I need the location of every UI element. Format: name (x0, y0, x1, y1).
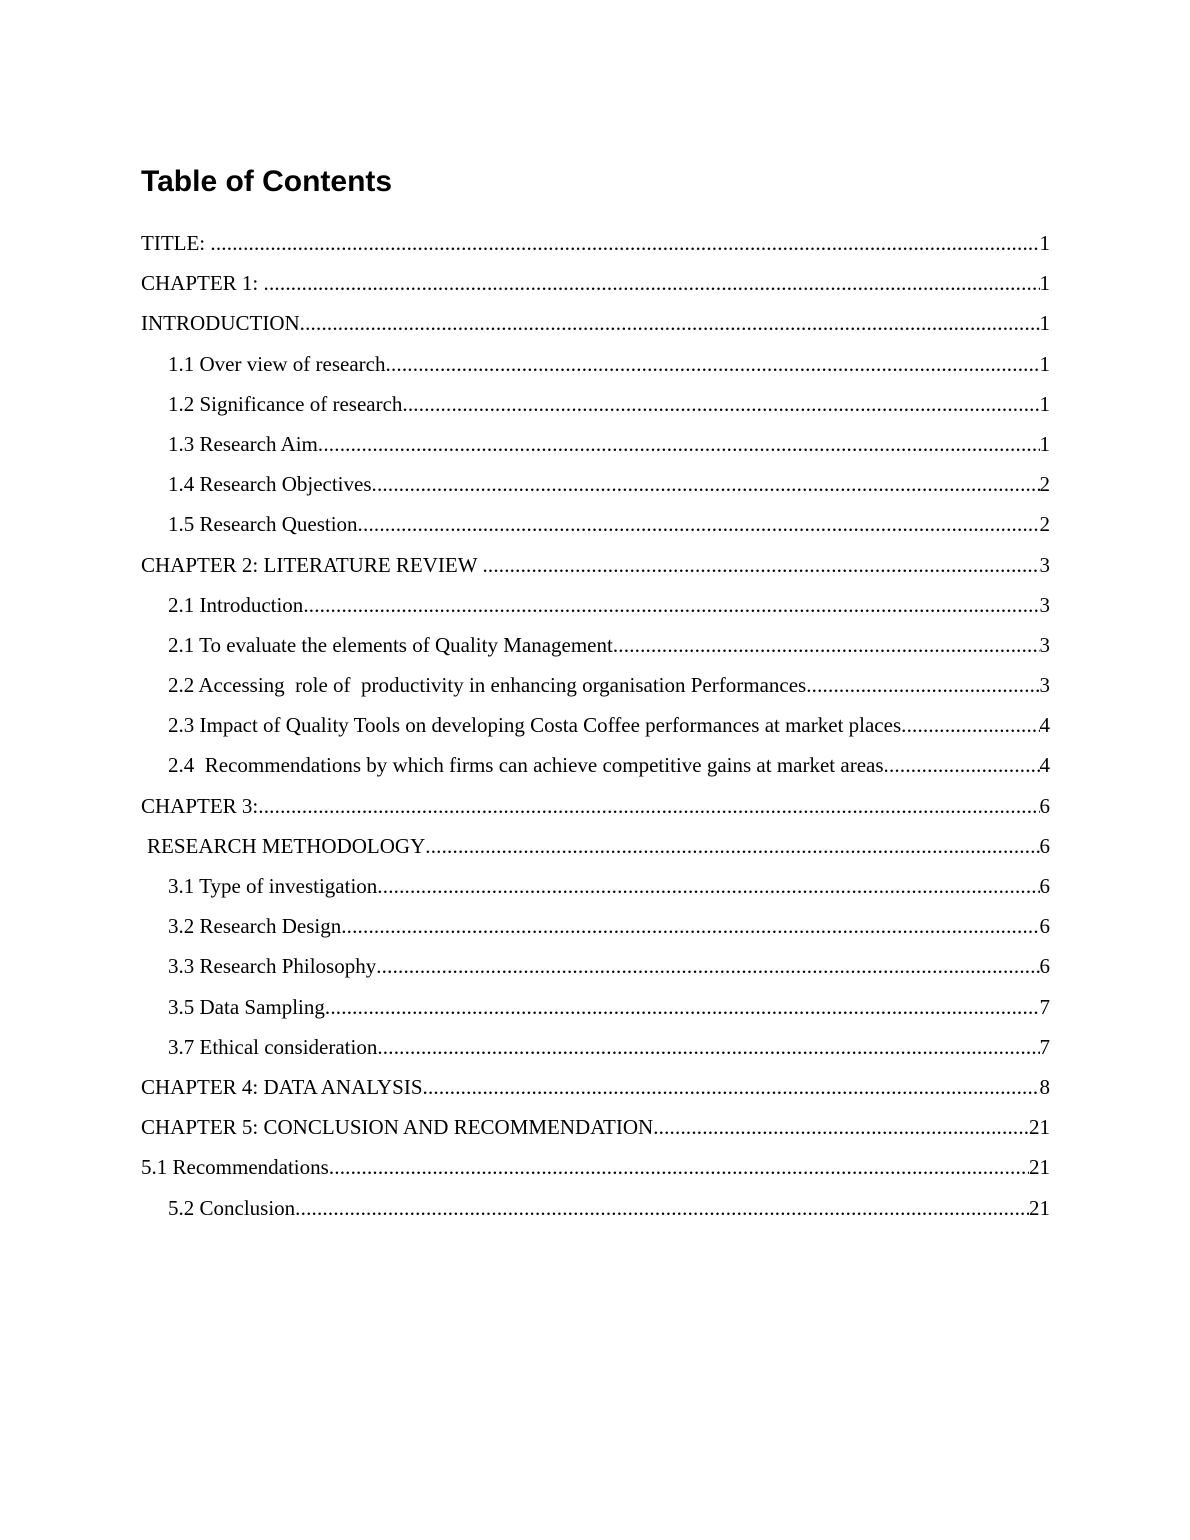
toc-entry[interactable] (141, 1067, 1050, 1107)
toc-entry-page-number: 4 (1039, 753, 1050, 778)
toc-entry[interactable] (141, 786, 1050, 826)
toc-entry-label: 5.1 Recommendations (141, 1155, 329, 1180)
dot-leader (377, 866, 1039, 906)
toc-entry-page-number: 3 (1039, 552, 1050, 577)
toc-entry-label: 1.4 Research Objectives (168, 472, 372, 497)
toc-entry-label: 2.1 Introduction (168, 592, 304, 617)
toc-entry-page-number: 6 (1039, 833, 1050, 858)
dot-leader (901, 705, 1039, 745)
toc-entry-page-number: 21 (1029, 1195, 1050, 1220)
toc-entry-label: CHAPTER 4: DATA ANALYSIS (141, 1074, 423, 1099)
toc-entry-label: 3.1 Type of investigation (168, 874, 378, 898)
toc-entry-page-number: 1 (1039, 351, 1050, 376)
toc-entry[interactable] (141, 585, 1050, 625)
dot-leader (358, 504, 1040, 544)
toc-entry[interactable] (141, 303, 1050, 343)
toc-entry[interactable] (141, 504, 1050, 544)
dot-leader (423, 1067, 1040, 1107)
toc-entry-page-number: 1 (1039, 311, 1050, 336)
toc-entry-page-number: 6 (1039, 874, 1050, 898)
toc-entry-label: 2.1 To evaluate the elements of Quality Management (168, 632, 613, 657)
toc-entry-label: 1.5 Research Question (168, 512, 358, 537)
toc-entry[interactable] (141, 263, 1050, 303)
toc-entry-page-number: 6 (1039, 914, 1050, 939)
toc-entry-label: TITLE: (141, 231, 211, 255)
toc-entry-label: RESEARCH METHODOLOGY (147, 833, 426, 858)
toc-entry-label: INTRODUCTION (141, 311, 300, 336)
toc-entry[interactable] (141, 344, 1050, 384)
toc-entry-page-number: 1 (1039, 231, 1050, 255)
toc-entry-label: 5.2 Conclusion (168, 1195, 296, 1220)
toc-entry-page-number: 1 (1039, 271, 1050, 296)
toc-entry[interactable] (141, 705, 1050, 745)
dot-leader (303, 585, 1039, 625)
dot-leader (372, 464, 1040, 504)
toc-entry-page-number: 6 (1039, 793, 1050, 818)
toc-entry-label: CHAPTER 3: (141, 793, 259, 818)
toc-entry-page-number: 8 (1039, 1074, 1050, 1099)
toc-entry-page-number: 21 (1029, 1115, 1050, 1140)
toc-entry[interactable] (141, 1188, 1050, 1228)
toc-entry-page-number: 2 (1039, 472, 1050, 497)
toc-entry[interactable] (141, 745, 1050, 785)
dot-leader (295, 1188, 1029, 1228)
toc-entry-page-number: 2 (1039, 512, 1050, 537)
toc-entry-page-number: 3 (1039, 592, 1050, 617)
toc-entry-page-number: 1 (1039, 391, 1050, 416)
dot-leader (376, 946, 1039, 986)
toc-entry-page-number: 3 (1039, 632, 1050, 657)
toc-entry-label: 2.2 Accessing role of productivity in enhancing organisation Performances (168, 673, 807, 698)
toc-entry-label: 3.2 Research Design (168, 914, 342, 939)
dot-leader (884, 745, 1040, 785)
toc-entry-label: CHAPTER 5: CONCLUSION AND RECOMMENDATION (141, 1115, 654, 1140)
toc-heading: Table of Contents (141, 165, 393, 198)
dot-leader (386, 344, 1040, 384)
toc-entry-label: 2.4 Recommendations by which firms can achieve competitive gains at market areas (168, 753, 884, 778)
toc-entry[interactable] (141, 866, 1050, 906)
dot-leader (402, 384, 1039, 424)
toc-entry-page-number: 7 (1039, 994, 1050, 1019)
toc-entry[interactable] (141, 906, 1050, 946)
toc-entry-label: 3.3 Research Philosophy (168, 954, 377, 979)
dot-leader (300, 303, 1040, 343)
toc-entry[interactable] (141, 987, 1050, 1027)
dot-leader (264, 263, 1040, 303)
toc-entry-page-number: 1 (1039, 431, 1050, 456)
dot-leader (806, 665, 1039, 705)
toc-entry[interactable] (141, 946, 1050, 986)
dot-leader (613, 625, 1040, 665)
toc-entry-label: 1.1 Over view of research (168, 351, 386, 376)
dot-leader (425, 826, 1039, 866)
dot-leader (482, 545, 1039, 585)
dot-leader (341, 906, 1039, 946)
toc-list (141, 223, 1050, 1228)
toc-entry-label: 1.3 Research Aim (168, 431, 318, 456)
toc-entry-label: CHAPTER 1: (141, 271, 264, 296)
toc-entry[interactable] (141, 1147, 1050, 1187)
toc-entry[interactable] (141, 625, 1050, 665)
toc-entry-page-number: 6 (1039, 954, 1050, 979)
dot-leader (653, 1107, 1029, 1147)
toc-entry[interactable] (141, 1027, 1050, 1067)
toc-entry[interactable] (141, 384, 1050, 424)
toc-entry-page-number: 3 (1039, 673, 1050, 698)
toc-entry[interactable] (141, 424, 1050, 464)
dot-leader (377, 1027, 1039, 1067)
toc-entry-label: CHAPTER 2: LITERATURE REVIEW (141, 552, 483, 577)
toc-entry[interactable] (141, 223, 1050, 263)
toc-entry-page-number: 7 (1039, 1034, 1050, 1059)
toc-entry-label: 1.2 Significance of research (168, 391, 403, 416)
dot-leader (329, 1147, 1029, 1187)
toc-entry[interactable] (141, 665, 1050, 705)
toc-entry[interactable] (141, 1107, 1050, 1147)
dot-leader (258, 786, 1039, 826)
toc-entry[interactable] (141, 826, 1050, 866)
toc-entry-label: 2.3 Impact of Quality Tools on developing Costa Coffee performances at market places (168, 713, 902, 738)
toc-entry-page-number: 4 (1039, 713, 1050, 738)
toc-entry[interactable] (141, 545, 1050, 585)
dot-leader (325, 987, 1040, 1027)
toc-entry-label: 3.7 Ethical consideration (168, 1034, 378, 1059)
toc-entry-page-number: 21 (1029, 1155, 1050, 1180)
toc-entry[interactable] (141, 464, 1050, 504)
dot-leader (210, 223, 1039, 263)
dot-leader (318, 424, 1040, 464)
toc-entry-label: 3.5 Data Sampling (168, 994, 325, 1019)
